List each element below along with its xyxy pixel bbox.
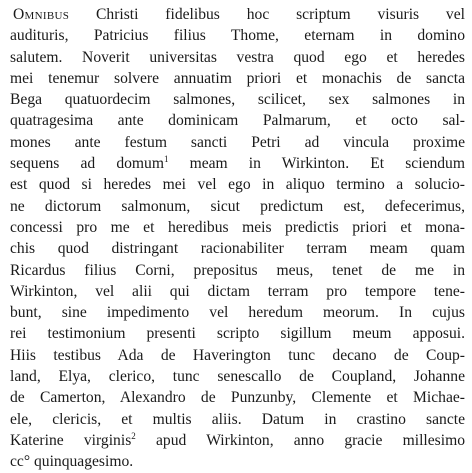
footnote-marker: 2 [131,430,136,441]
charter-text [10,4,465,473]
text-line: Ricardus filius Corni, prepositus meus, tenet de me in [10,261,465,279]
text-line: ele, clericis, et multis aliis. Datum in crastino sancte [10,410,465,428]
text-line: audituris, Patricius filius Thome, eternam in domino [10,27,465,45]
text-line: Bega quatuordecim salmones, scilicet, sex salmones in [10,91,465,109]
text-line: bunt, sine impedimento vel heredum meorum. In cujus [10,304,465,322]
text-line: mei tenemur solvere annuatim priori et monachis de sancta [10,69,465,87]
text-line: chis quod distringant racionabiliter terram meam quam [10,240,465,258]
text-line: mones ante festum sancti Petri ad vincula proxime [10,133,465,151]
footnote-marker: 1 [163,154,169,165]
text-line: Hiis testibus Ada de Haverington tunc decano de Coup- [10,346,465,364]
text-line: de Camerton, Alexandro de Punzunby, Clemente et Michae- [10,389,465,407]
text-line: Omnibus Christi fidelibus hoc scriptum visuris vel [13,6,465,23]
text-line: land, Elya, clerico, tunc senescallo de Coupland, Johanne [10,368,465,386]
text-line: sequens ad domum$^1$ meam in Wirkinton. Et sciendum [10,154,465,173]
text-line: salutem. Noverit universitas vestra quod ego et heredes [10,48,465,66]
text-line: ne dictorum salmonum, sicut predictum est, defecerimus, [10,197,465,215]
text-line: est quod si heredes mei vel ego in aliquo termino a solucio- [10,176,465,194]
text-line: Katerine virginis$^2$ apud Wirkinton, anno gracie millesimo [10,430,465,449]
text-line: concessi pro me et heredibus meis predictis priori et mona- [10,218,465,236]
text-line: rei testimonium presenti scripto sigillum meum apposui. [10,325,465,343]
text-line: cc° quinquagesimo. [10,453,134,471]
text-line: Wirkinton, vel alii qui dictam terram pro tempore tene- [10,282,465,300]
text-line: quatragesima ante dominicam Palmarum, et octo sal- [10,112,465,130]
opening-word: Omnibus [13,6,70,23]
